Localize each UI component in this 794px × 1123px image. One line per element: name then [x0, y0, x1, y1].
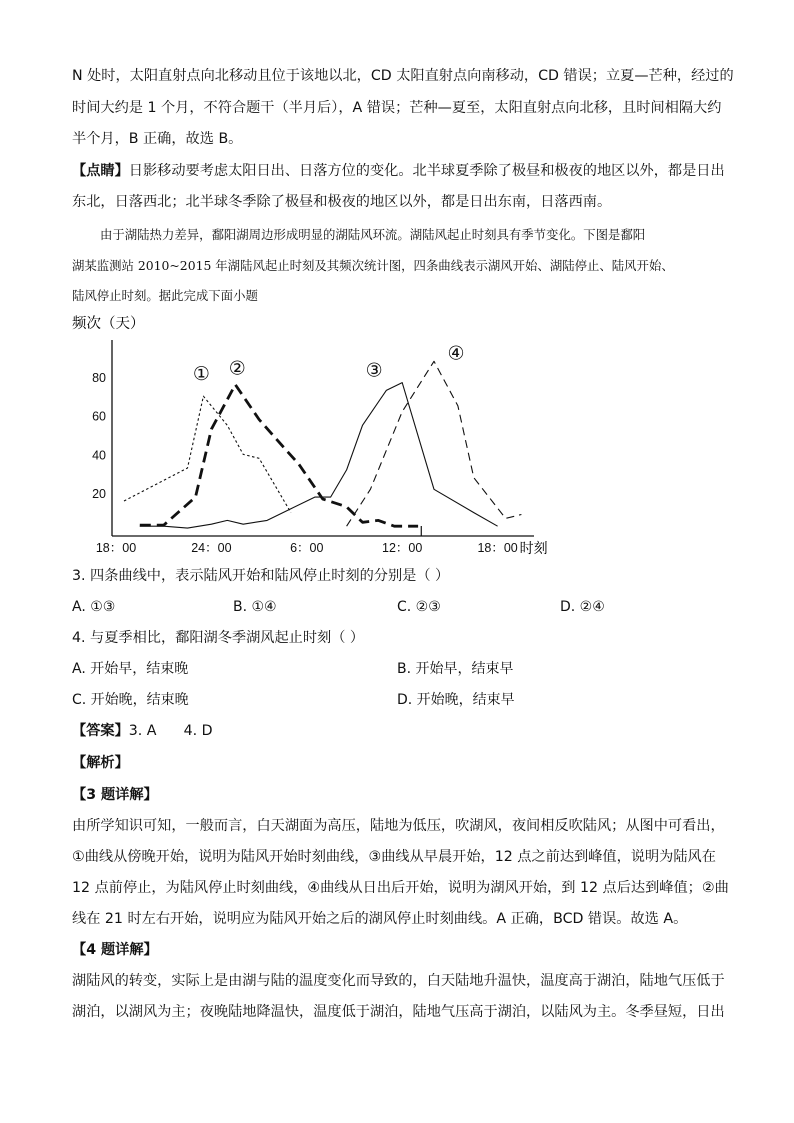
y-tick-label: 60 [92, 409, 106, 424]
intro-line: 陆风停止时刻。据此完成下面小题 [72, 288, 258, 303]
series-line-1 [124, 396, 291, 512]
y-tick-label: 80 [92, 370, 106, 385]
series-label-1: ① [192, 363, 210, 386]
answer-label: 【答案】 [72, 723, 129, 739]
text-line: 半个月，B 正确，故选 B。 [72, 131, 243, 147]
q3-detail-label: 【3 题详解】 [72, 787, 158, 803]
q4-detail-line: 湖泊，以湖风为主；夜晚陆地降温快，温度低于湖泊，陆地气压高于湖泊，以陆风为主。冬季昼短，日出 [72, 1004, 725, 1020]
y-tick-label: 40 [92, 448, 106, 463]
dianjing-line [72, 161, 725, 181]
q3-option-b[interactable]: B. ①④ [233, 599, 277, 615]
q4-detail-label: 【4 题详解】 [72, 942, 158, 958]
q3-detail-line: 线在 21 时左右开始，说明应为陆风开始之后的湖风停止时刻曲线。A 正确，BCD 错误。故选 A。 [72, 911, 688, 927]
q3-detail-line: 由所学知识可知，一般而言，白天湖面为高压，陆地为低压，吹湖风，夜间相反吹陆风；从图中可看出， [72, 818, 725, 834]
series-line-4 [347, 361, 522, 526]
q3-option-c[interactable]: C. ②③ [397, 599, 441, 615]
series-label-3: ③ [365, 359, 383, 382]
x-tick-label: 18：00 [95, 541, 137, 555]
q3-stem: 3. 四条曲线中，表示陆风开始和陆风停止时刻的分别是（ ） [72, 568, 450, 584]
q3-detail-line: 12 点前停止，为陆风停止时刻曲线，④曲线从日出后开始，说明为湖风开始，到 12 点后达到峰值；②曲 [72, 880, 729, 896]
y-tick-label: 20 [92, 487, 106, 502]
y-axis-label: 频次（天） [72, 316, 145, 332]
x-tick-label: 18：00 [477, 541, 518, 555]
q3-option-d[interactable]: D. ②④ [560, 599, 605, 615]
x-axis-label: 时刻 [519, 541, 548, 557]
analysis-label: 【解析】 [72, 755, 129, 771]
dianjing-label: 【点睛】 [72, 163, 129, 179]
intro-line: 由于湖陆热力差异，鄱阳湖周边形成明显的湖陆风环流。湖陆风起止时刻具有季节变化。下图是鄱阳 [100, 227, 646, 242]
dianjing-text: 日影移动要考虑太阳日出、日落方位的变化。北半球夏季除了极昼和极夜的地区以外，都是日出 [128, 163, 725, 179]
x-tick-label: 24：00 [191, 541, 232, 555]
q4-stem: 4. 与夏季相比，鄱阳湖冬季湖风起止时刻（ ） [72, 630, 365, 646]
answer-line [72, 721, 213, 741]
q3-option-a[interactable]: A. ①③ [72, 599, 116, 615]
q4-option-a[interactable]: A. 开始早，结束晚 [72, 661, 189, 677]
lake-land-breeze-chart [72, 310, 602, 560]
series-label-4: ④ [447, 342, 465, 365]
q3-detail-line: ①曲线从傍晚开始，说明为陆风开始时刻曲线，③曲线从早晨开始，12 点之前达到峰值，说明为陆风在 [72, 849, 716, 865]
x-tick-label: 6：00 [290, 541, 324, 555]
series-label-2: ② [228, 357, 246, 380]
x-tick-label: 12：00 [382, 541, 423, 555]
q4-detail-line: 湖陆风的转变，实际上是由湖与陆的温度变化而导致的，白天陆地升温快，温度高于湖泊，陆地气压低于 [72, 973, 725, 989]
series-line-3 [140, 383, 498, 528]
answer-text: 3. A 4. D [128, 723, 213, 739]
q4-option-c[interactable]: C. 开始晚，结束晚 [72, 692, 189, 708]
intro-line: 湖某监测站 2010~2015 年湖陆风起止时刻及其频次统计图，四条曲线表示湖风开始、湖陆停止、陆风开始、 [72, 258, 674, 273]
text-line: 东北，日落西北；北半球冬季除了极昼和极夜的地区以外，都是日出东南，日落西南。 [72, 194, 612, 210]
text-line: 时间大约是 1 个月，不符合题干（半月后），A 错误；芒种—夏至，太阳直射点向北移，且时间相隔大约 [72, 100, 722, 116]
text-line: N 处时，太阳直射点向北移动且位于该地以北，CD 太阳直射点向南移动，CD 错误；立夏—芒种，经过的 [72, 68, 734, 84]
q4-option-d[interactable]: D. 开始晚，结束早 [397, 692, 515, 708]
q4-option-b[interactable]: B. 开始早，结束早 [397, 661, 514, 677]
